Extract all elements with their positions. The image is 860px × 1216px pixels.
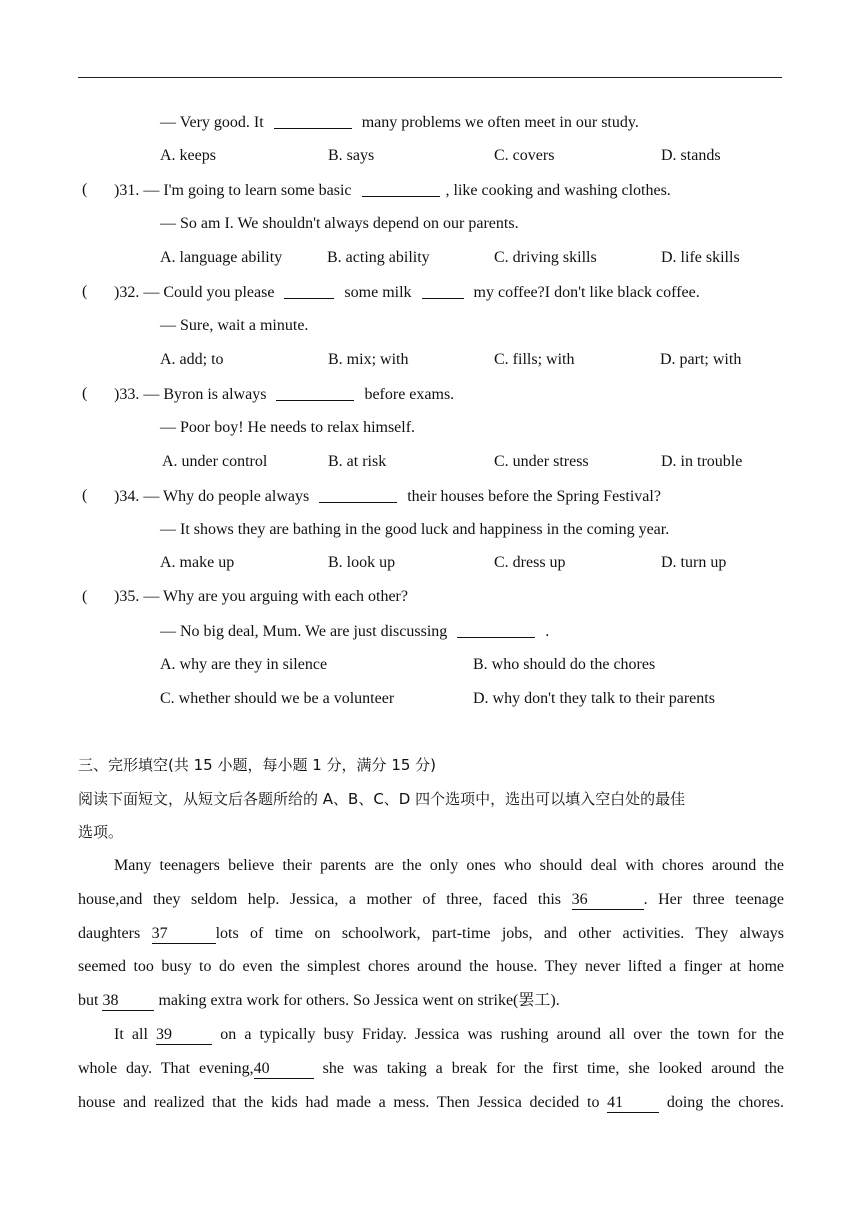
q34-option-c[interactable]: C. dress up bbox=[494, 554, 566, 571]
q32-option-b[interactable]: B. mix; with bbox=[328, 351, 409, 368]
q30-option-a[interactable]: A. keeps bbox=[160, 147, 216, 164]
q35-paren[interactable]: ( bbox=[82, 588, 88, 605]
passage-paragraph-1 bbox=[78, 849, 784, 1018]
q32-option-d[interactable]: D. part; with bbox=[660, 351, 742, 368]
q31-option-a[interactable]: A. language ability bbox=[160, 249, 283, 266]
q33-blank[interactable] bbox=[276, 384, 354, 401]
q35-option-b[interactable]: B. who should do the chores bbox=[473, 656, 656, 673]
q32-blank-1[interactable] bbox=[284, 282, 334, 299]
q34-paren[interactable]: ( bbox=[82, 487, 88, 504]
q34-stem: )34. — Why do people always their houses before the Spring Festival? bbox=[114, 488, 661, 505]
q31-line2: — So am I. We shouldn't always depend on our parents. bbox=[160, 215, 519, 232]
blank-41[interactable]: 41 bbox=[607, 1094, 659, 1113]
blank-39[interactable]: 39 bbox=[156, 1026, 212, 1045]
q30-option-b[interactable]: B. says bbox=[328, 147, 375, 164]
q32-option-a[interactable]: A. add; to bbox=[160, 351, 224, 368]
q32-option-c[interactable]: C. fills; with bbox=[494, 351, 575, 368]
q32-paren[interactable]: ( bbox=[82, 283, 88, 300]
section3-heading: 三、完形填空(共 15 小题，每小题 1 分，满分 15 分) bbox=[78, 756, 437, 774]
passage-line: It all 39 on a typically busy Friday. Jessica was rushing around all over the town for the bbox=[114, 1026, 785, 1043]
q34-option-a[interactable]: A. make up bbox=[160, 554, 235, 571]
q35-line2: — No big deal, Mum. We are just discussing . bbox=[160, 623, 550, 640]
q32-blank-2[interactable] bbox=[422, 282, 464, 299]
q33-option-c[interactable]: C. under stress bbox=[494, 453, 589, 470]
q30-blank[interactable] bbox=[274, 112, 352, 129]
q31-stem: )31. — I'm going to learn some basic , like cooking and washing clothes. bbox=[114, 182, 671, 199]
passage-line: house and realized that the kids had made a mess. Then Jessica decided to 41 doing the chores. bbox=[78, 1093, 785, 1111]
q35-stem: )35. — Why are you arguing with each other? bbox=[114, 588, 408, 605]
section3-instructions: 阅读下面短文，从短文后各题所给的 A、B、C、D 四个选项中，选出可以填入空白处的最佳 bbox=[78, 790, 686, 808]
header-rule bbox=[78, 77, 782, 78]
blank-40[interactable]: 40 bbox=[254, 1060, 314, 1079]
passage-line: whole day. That evening,40 she was taking a break for the first time, she looked around the bbox=[78, 1059, 785, 1077]
q32-stem: )32. — Could you please some milk my coffee?I don't like black coffee. bbox=[114, 284, 700, 301]
q35-option-d[interactable]: D. why don't they talk to their parents bbox=[473, 690, 715, 707]
passage-line: but 38 making extra work for others. So Jessica went on strike(罢工). bbox=[78, 992, 560, 1010]
q31-option-d[interactable]: D. life skills bbox=[661, 249, 740, 266]
q33-stem: )33. — Byron is always before exams. bbox=[114, 386, 455, 403]
q33-option-b[interactable]: B. at risk bbox=[328, 453, 387, 470]
q32-line2: — Sure, wait a minute. bbox=[160, 317, 309, 334]
q31-option-b[interactable]: B. acting ability bbox=[327, 249, 430, 266]
q34-line2: — It shows they are bathing in the good luck and happiness in the coming year. bbox=[160, 521, 670, 538]
passage-paragraph-2 bbox=[78, 1018, 784, 1119]
section3-instructions-cont: 选项。 bbox=[78, 823, 124, 841]
q31-paren[interactable]: ( bbox=[82, 181, 88, 198]
q33-option-a[interactable]: A. under control bbox=[162, 453, 268, 470]
passage-line: house,and they seldom help. Jessica, a mother of three, faced this 36 . Her three teenage bbox=[78, 890, 785, 908]
blank-38[interactable]: 38 bbox=[102, 992, 154, 1011]
q33-line2: — Poor boy! He needs to relax himself. bbox=[160, 419, 416, 436]
q34-option-d[interactable]: D. turn up bbox=[661, 554, 727, 571]
q30-line: — Very good. It many problems we often meet in our study. bbox=[160, 114, 639, 131]
q35-option-c[interactable]: C. whether should we be a volunteer bbox=[160, 690, 395, 707]
blank-37[interactable]: 37 bbox=[152, 925, 216, 944]
q35-option-a[interactable]: A. why are they in silence bbox=[160, 656, 328, 673]
passage-line: Many teenagers believe their parents are the only ones who should deal with chores around the bbox=[114, 857, 784, 874]
passage-line: daughters 37 lots of time on schoolwork, part-time jobs, and other activities. They always bbox=[78, 924, 785, 942]
blank-36[interactable]: 36 bbox=[572, 891, 644, 910]
passage-line: seemed too busy to do even the simplest chores around the house. They never lifted a finger at home bbox=[78, 958, 784, 976]
q35-blank[interactable] bbox=[457, 621, 535, 638]
q30-option-c[interactable]: C. covers bbox=[494, 147, 555, 164]
q31-blank[interactable] bbox=[362, 180, 440, 197]
q30-option-d[interactable]: D. stands bbox=[661, 147, 721, 164]
q31-option-c[interactable]: C. driving skills bbox=[494, 249, 597, 266]
q33-option-d[interactable]: D. in trouble bbox=[661, 453, 743, 470]
q34-blank[interactable] bbox=[319, 486, 397, 503]
q33-paren[interactable]: ( bbox=[82, 385, 88, 402]
q34-option-b[interactable]: B. look up bbox=[328, 554, 396, 571]
